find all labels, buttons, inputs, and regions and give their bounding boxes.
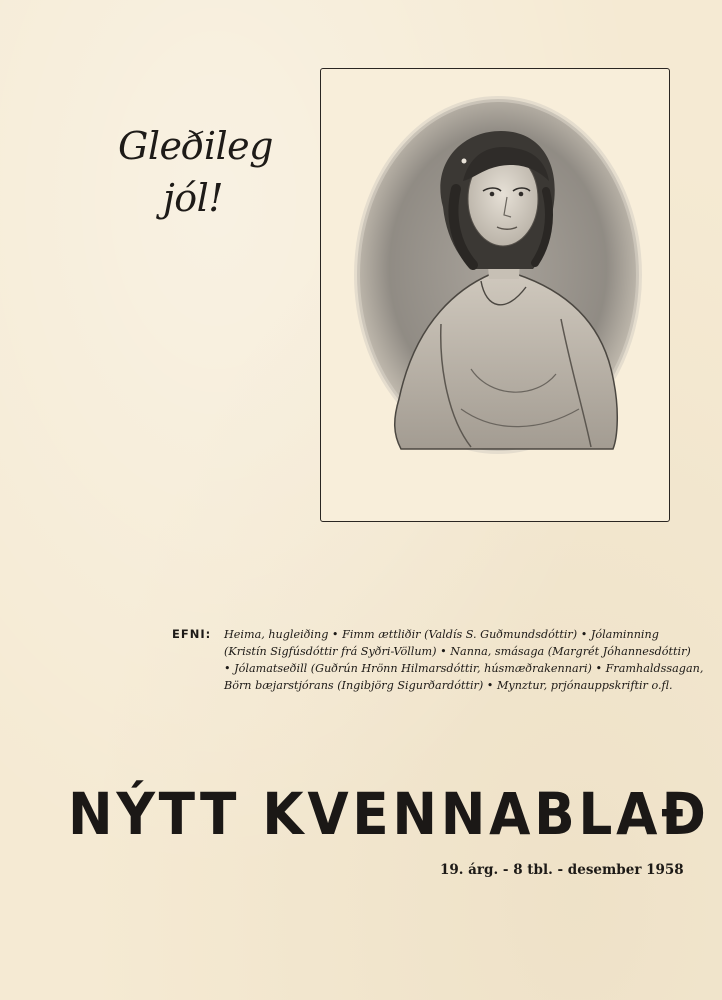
masthead-title: NÝTT KVENNABLAÐ <box>68 780 710 848</box>
christmas-greeting <box>118 120 273 224</box>
greeting-line-1: Gleðileg <box>118 124 273 168</box>
contents-line: Heima, hugleiðing • Fimm ættliðir (Valdís S. Guðmundsdóttir) • Jólaminning <box>224 628 659 641</box>
contents-line: Börn bæjarstjórans (Ingibjörg Sigurðardóttir) • Mynztur, prjónauppskriftir o.fl. <box>224 679 673 692</box>
contents-label: EFNI: <box>172 627 212 641</box>
portrait-frame <box>320 68 670 522</box>
greeting-line-2: jól! <box>162 176 224 220</box>
contents-line: (Kristín Sigfúsdóttir frá Syðri-Völlum) • Nanna, smásaga (Margrét Jóhannesdóttir) <box>224 645 691 658</box>
contents-line: • Jólamatseðill (Guðrún Hrönn Hilmarsdóttir, húsmæðrakennari) • Framhaldssagan, <box>224 662 704 675</box>
portrait-illustration <box>321 69 669 521</box>
issue-info: 19. árg. - 8 tbl. - desember 1958 <box>440 862 684 878</box>
contents-list <box>224 626 704 694</box>
